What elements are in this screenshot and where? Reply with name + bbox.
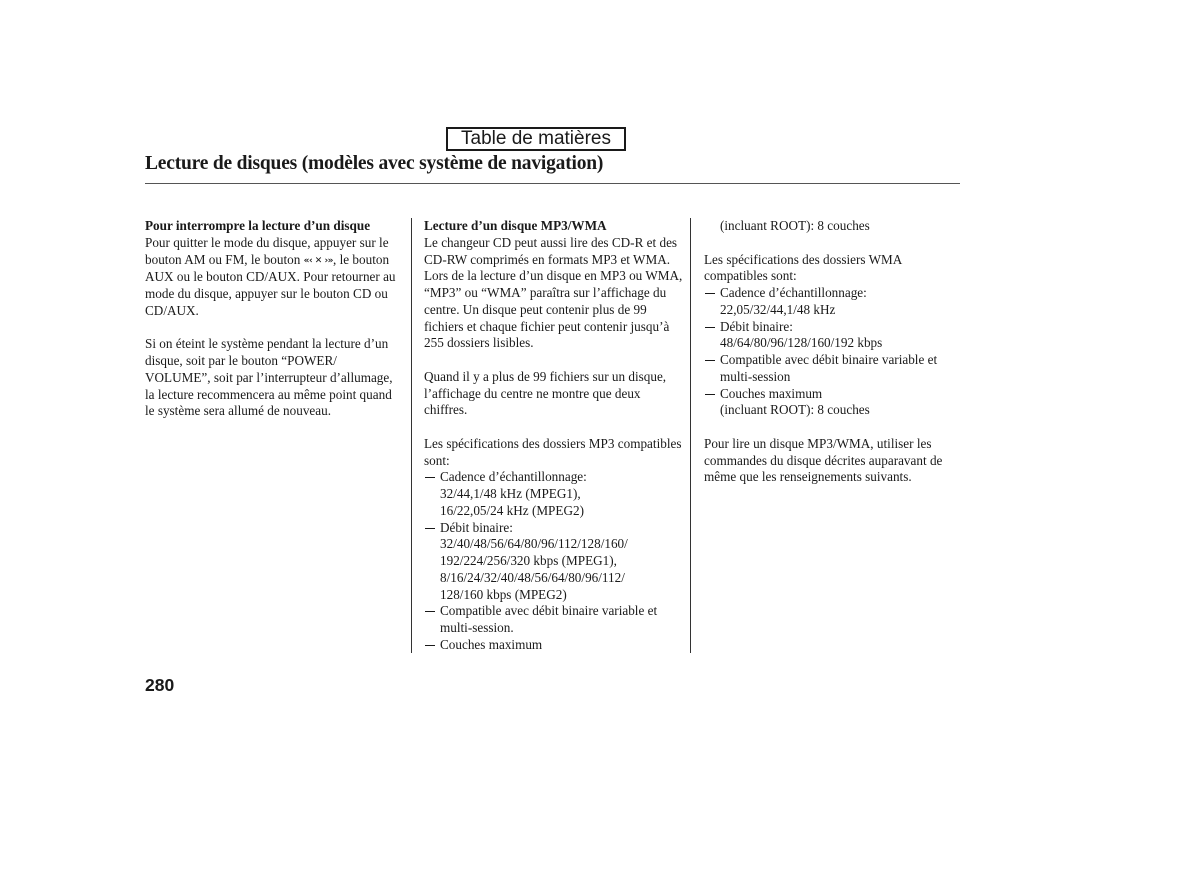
list-item: Couches maximum [424, 637, 686, 654]
paragraph-exit-disc-mode: Pour quitter le mode du disque, appuyer sur le bouton AM ou FM, le bouton «‹ ✕ ›», le bouton AUX ou le bouton CD/AUX. Pour retourner au mode du disque, appuyer sur le bouton CD ou CD/AUX. [145, 234, 396, 318]
list-item: Cadence d’échantillonnage: 32/44,1/48 kHz (MPEG1), 16/22,05/24 kHz (MPEG2) [424, 469, 686, 519]
section-title: Lecture de disques (modèles avec système de navigation) [145, 153, 604, 174]
page-number: 280 [145, 675, 175, 695]
wma-spec-list [704, 285, 966, 419]
list-item: Débit binaire: 32/40/48/56/64/80/96/112/128/160/ 192/224/256/320 kbps (MPEG1), 8/16/24/32/40/48/56/64/80/96/112/ 128/160 kbps (MPEG2) [424, 520, 686, 604]
list-item: Couches maximum (incluant ROOT): 8 couches [704, 386, 966, 420]
column-1 [145, 218, 400, 437]
column-3 [704, 218, 966, 503]
continued-layers: (incluant ROOT): 8 couches [720, 218, 870, 233]
heading-mp3-wma: Lecture d’un disque MP3/WMA [424, 218, 607, 233]
paragraph-wma-specs-intro: Les spécifications des dossiers WMA compatibles sont: [704, 251, 902, 284]
paragraph-cd-changer: Le changeur CD peut aussi lire des CD-R et des CD-RW comprimés en formats MP3 et WMA. Lors de la lecture d’un disque en MP3 ou WMA, “MP3” ou “WMA” paraîtra sur l’affichage du centre. Un disque peut contenir plus de 99 fichiers et chaque fichier peut contenir jusqu’à 255 dossiers lisibles. [424, 234, 683, 351]
heading-stop-disc: Pour interrompre la lecture d’un disque [145, 218, 371, 233]
list-item: Compatible avec débit binaire variable et multi-session. [424, 603, 686, 637]
xm-button-icon: «‹ ✕ ›» [303, 255, 333, 266]
paragraph-play-mp3-wma: Pour lire un disque MP3/WMA, utiliser les commandes du disque décrites auparavant de même que les renseignements suivants. [704, 435, 943, 485]
paragraph-mp3-specs-intro: Les spécifications des dossiers MP3 compatibles sont: [424, 435, 682, 468]
mp3-spec-list [424, 469, 686, 653]
list-item: Cadence d’échantillonnage: 22,05/32/44,1/48 kHz [704, 285, 966, 319]
list-item: Compatible avec débit binaire variable et multi-session [704, 352, 966, 386]
list-item: Débit binaire: 48/64/80/96/128/160/192 kbps [704, 319, 966, 353]
column-2 [424, 218, 686, 654]
column-divider-2 [690, 218, 691, 653]
table-of-contents-button[interactable]: Table de matières [446, 127, 626, 151]
paragraph-resume-playback: Si on éteint le système pendant la lecture d’un disque, soit par le bouton “POWER/ VOLUME”, soit par l’interrupteur d’allumage, la lecture recommencera au même point quand le système sera allumé de nouveau. [145, 336, 393, 419]
title-rule [145, 183, 960, 184]
column-divider-1 [411, 218, 412, 653]
paragraph-99-files: Quand il y a plus de 99 fichiers sur un disque, l’affichage du centre ne montre que deux chiffres. [424, 368, 667, 418]
